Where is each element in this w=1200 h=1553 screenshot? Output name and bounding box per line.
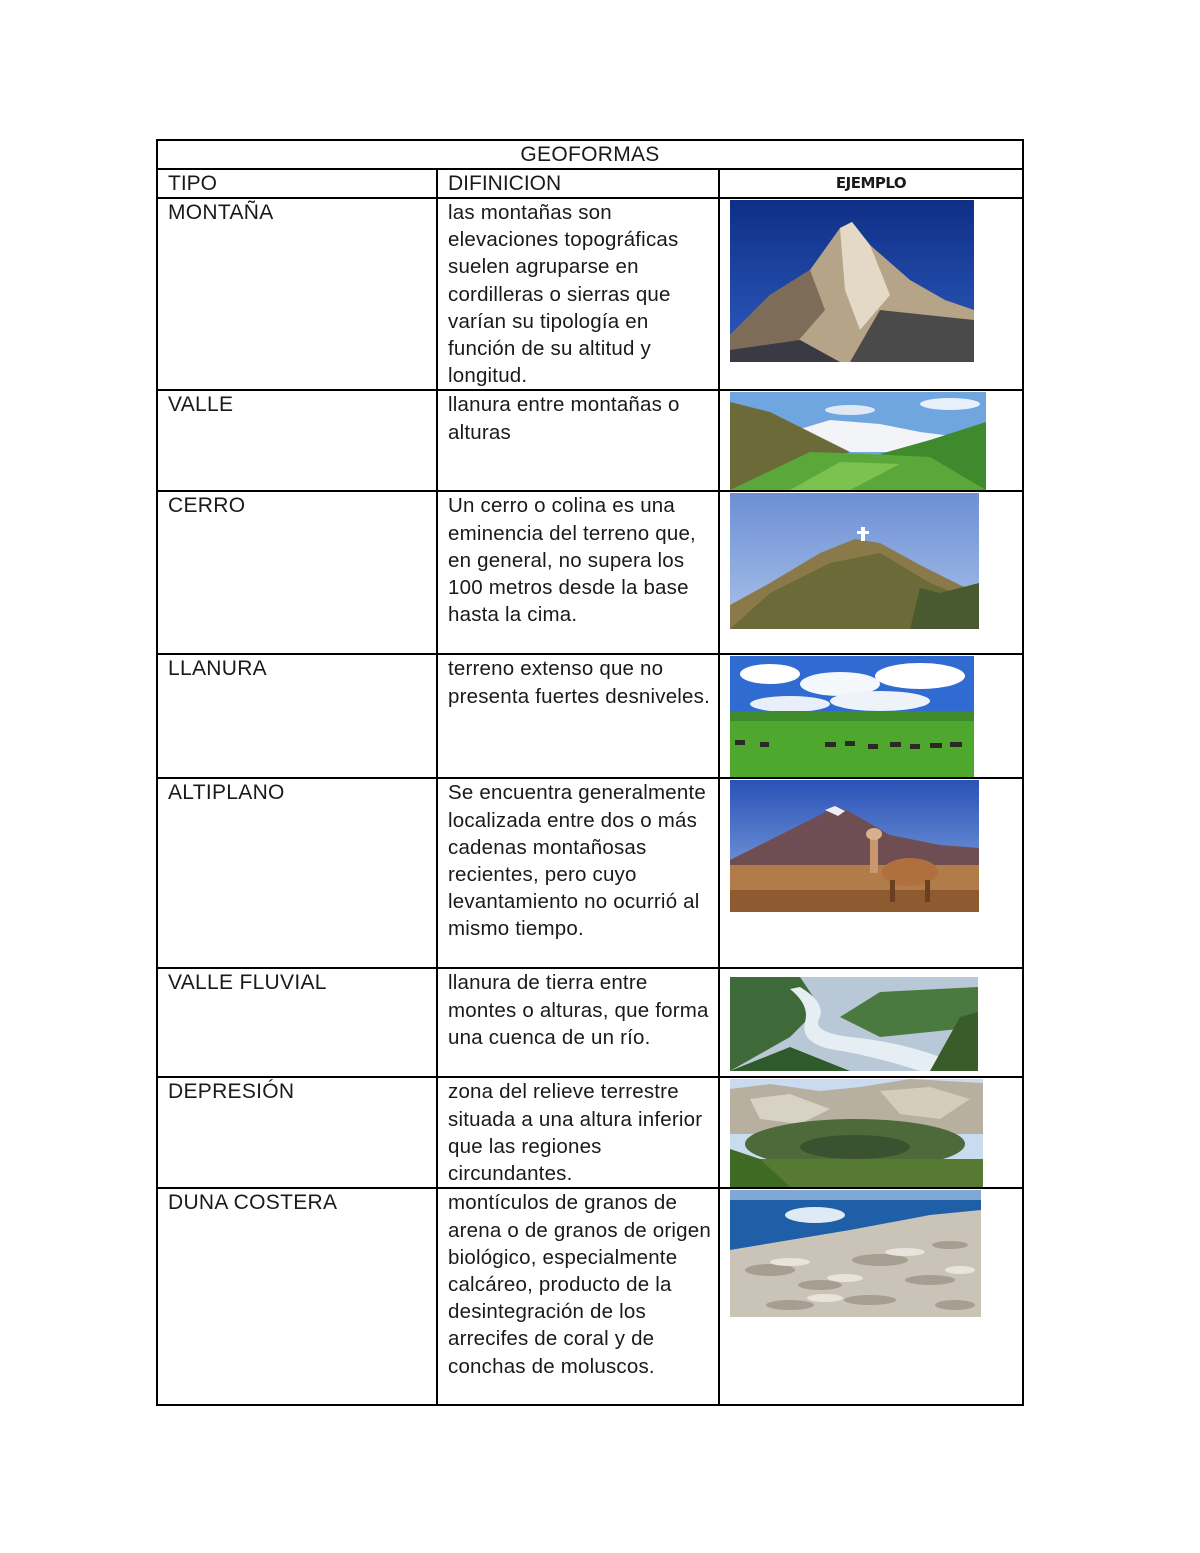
definicion-cell: Se encuentra generalmente localizada entre dos o más cadenas montañosas recientes, pero cuyo levantamiento no ocurrió al mismo tiempo.: [437, 778, 719, 968]
table-row: [157, 968, 1023, 1077]
table-row: [157, 1188, 1023, 1405]
tipo-cell: VALLE: [157, 390, 437, 491]
tipo-cell: MONTAÑA: [157, 198, 437, 390]
table-row: [157, 390, 1023, 491]
ejemplo-cell: [719, 198, 1023, 390]
table-row: [157, 491, 1023, 654]
header-tipo: TIPO: [157, 169, 437, 198]
table-row: [157, 1077, 1023, 1188]
definicion-cell: zona del relieve terrestre situada a una altura inferior que las regiones circundantes.: [437, 1077, 719, 1188]
ejemplo-cell: [719, 654, 1023, 778]
depression-crater-photo: [730, 1079, 983, 1187]
definicion-cell: Un cerro o colina es una eminencia del terreno que, en general, no supera los 100 metros desde la base hasta la cima.: [437, 491, 719, 654]
coastal-dunes-photo: [730, 1190, 981, 1317]
altiplano-llama-photo: [730, 780, 979, 912]
ejemplo-cell: [719, 390, 1023, 491]
plain-with-cattle-photo: [730, 656, 974, 777]
definicion-cell: llanura de tierra entre montes o alturas, que forma una cuenca de un río.: [437, 968, 719, 1077]
definicion-cell: montículos de granos de arena o de granos de origen biológico, especialmente calcáreo, producto de la desintegración de los arrecifes de coral y de conchas de moluscos.: [437, 1188, 719, 1405]
tipo-cell: DUNA COSTERA: [157, 1188, 437, 1405]
table-row: [157, 654, 1023, 778]
definicion-cell: las montañas son elevaciones topográficas suelen agruparse en cordilleras o sierras que varían su tipología en función de su altitud y longitud.: [437, 198, 719, 390]
table-title: GEOFORMAS: [157, 140, 1023, 169]
header-ejemplo: EJEMPLO: [719, 169, 1023, 198]
table-row: [157, 198, 1023, 390]
tipo-cell: ALTIPLANO: [157, 778, 437, 968]
ejemplo-cell: [719, 1077, 1023, 1188]
mountain-peak-photo: [730, 200, 974, 362]
ejemplo-cell: [719, 1188, 1023, 1405]
header-definicion: DIFINICION: [437, 169, 719, 198]
definicion-cell: terreno extenso que no presenta fuertes desniveles.: [437, 654, 719, 778]
geoformas-table: [156, 139, 1024, 1406]
definicion-cell: llanura entre montañas o alturas: [437, 390, 719, 491]
header-row: [157, 169, 1023, 198]
title-row: [157, 140, 1023, 169]
tipo-cell: VALLE FLUVIAL: [157, 968, 437, 1077]
hill-with-cross-photo: [730, 493, 979, 629]
table-row: [157, 778, 1023, 968]
tipo-cell: LLANURA: [157, 654, 437, 778]
tipo-cell: DEPRESIÓN: [157, 1077, 437, 1188]
river-valley-photo: [730, 977, 978, 1071]
ejemplo-cell: [719, 778, 1023, 968]
ejemplo-cell: [719, 968, 1023, 1077]
green-valley-photo: [730, 392, 986, 490]
tipo-cell: CERRO: [157, 491, 437, 654]
ejemplo-cell: [719, 491, 1023, 654]
